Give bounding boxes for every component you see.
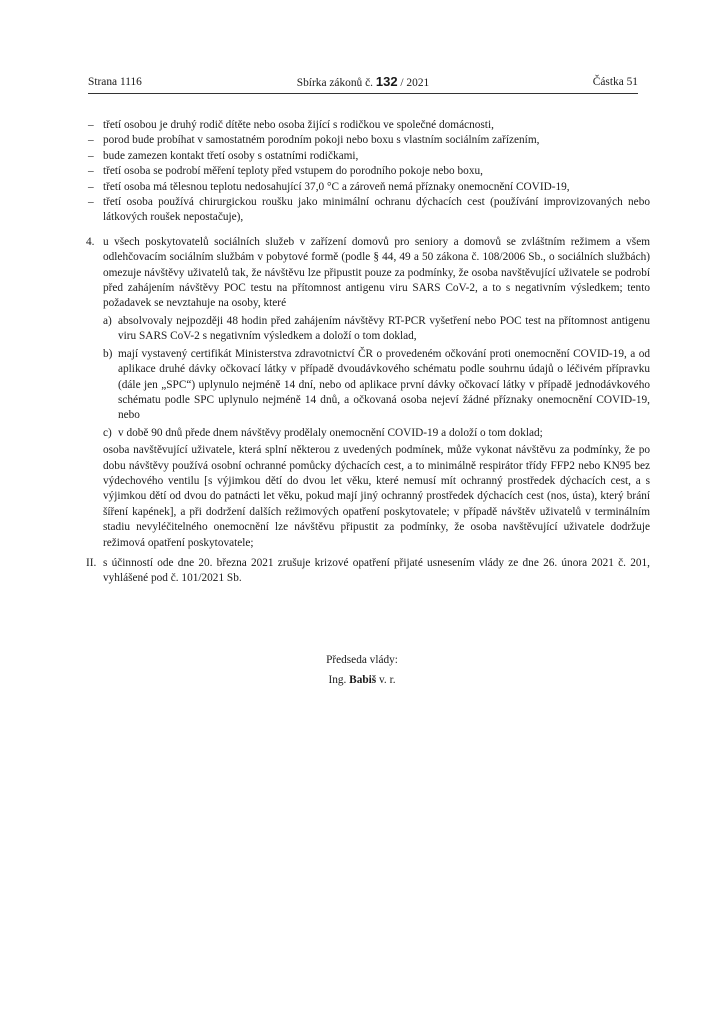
issue-number: 132 <box>375 74 398 89</box>
signature-suffix: v. r. <box>379 674 396 686</box>
numbered-item-4 <box>88 235 650 551</box>
dash-bullet: – <box>88 119 94 131</box>
signature-title: Předseda vlády: <box>326 654 398 666</box>
closing-paragraph: osoba navštěvující uživatele, která splní některou z uvedených podmínek, může vykonat návštěvu za podmínky, že po dobu návštěvy používá osobní ochranné pomůcky dýchacích cest, a to minimálně respirátor třídy FFP2 nebo KN95 bez výdechového ventilu [s výjimkou dětí do dvou let věku, které nemusí mít ochranný prostředek dýchacích cest, a s výjimkou dětí od dvou do patnácti let věku, pokud mají jiný ochranný prostředek dýchacích cest (nos, ústa), který brání šíření kapének], a při dodržení dalších režimových opatření poskytovatele; v případě návštěv uživatelů v terminálním stadiu nevyléčitelného onemocnění lze návštěvu připustit za podmínky, že osoba navštěvující uživatele dodržuje režimová opatření poskytovatele; <box>103 444 650 549</box>
collection-prefix: Sbírka zákonů č. <box>296 77 373 89</box>
section-text: s účinností ode dne 20. března 2021 zrušuje krizové opatření přijaté usnesením vlády ze dne 26. února 2021 č. 201, vyhlášené pod č. 101/2021 Sb. <box>103 556 650 585</box>
list-item <box>88 149 650 164</box>
document-body <box>88 118 650 587</box>
header-divider <box>88 93 638 94</box>
list-item <box>88 180 650 195</box>
page-header <box>88 74 638 90</box>
list-item <box>88 118 650 133</box>
signature-name <box>0 670 724 690</box>
subitem-text: absolvovaly nejpozději 48 hodin před zahájením návštěvy RT-PCR vyšetření nebo POC test na přítomnost antigenu viru SARS CoV-2 s negativním výsledkem a doloží o tom doklad, <box>118 314 650 343</box>
collection-suffix: / 2021 <box>400 77 430 89</box>
subitem-label: c) <box>103 426 112 439</box>
collection-title <box>88 74 638 91</box>
subitem-b <box>103 347 650 424</box>
item-text: u všech poskytovatelů sociálních služeb v zařízení domovů pro seniory a domovů se zvláštním režimem a všem odlehčovacím sociálním službám v pobytové formě (podle § 44, 49 a 50 zákona č. 108/2006 Sb., o sociálních službách) omezuje návštěvy uživatelů tak, že návštěvu lze připustit pouze za podmínky, že osoba navštěvující uživatele se podrobí před zahájením návštěvy POC testu na přítomnost antigenu viru SARS CoV-2, a to s negativním výsledkem; tento požadavek se nevztahuje na osoby, které <box>103 235 650 310</box>
condition-list <box>88 118 650 226</box>
subitem-label: a) <box>103 314 112 327</box>
item-number: 4. <box>86 235 95 248</box>
section-label: II. <box>86 556 97 569</box>
list-item-text: třetí osoba se podrobí měření teploty před vstupem do porodního pokoje nebo boxu, <box>103 165 483 178</box>
list-item <box>88 195 650 226</box>
dash-bullet: – <box>88 165 94 178</box>
signature-surname: Babiš <box>349 674 377 686</box>
subitem-c <box>103 426 650 441</box>
list-item-text: třetí osobou je druhý rodič dítěte nebo osoba žijící s rodičkou ve společné domácnosti, <box>103 119 494 131</box>
section-ii <box>88 556 650 587</box>
list-item-text: třetí osoba používá chirurgickou roušku jako minimální ochranu dýchacích cest (používání improvizovaných nebo látkových roušek nepostačuje), <box>103 196 650 224</box>
signature-prefix: Ing. <box>328 674 347 686</box>
subitem-text: mají vystavený certifikát Ministerstva zdravotnictví ČR o provedeném očkování proti onemocnění COVID-19, a od aplikace druhé dávky očkovací látky v případě dvoudávkového schématu podle souhrnu údajů o léčivém přípravku (dále jen „SPC“) uplynulo nejméně 14 dní, nebo od aplikace první dávky očkovací látky v případě jednodávkového schématu podle SPC uplynulo nejméně 14 dnů, a očkovaná osoba nejeví žádné příznaky onemocnění COVID-19, nebo <box>118 347 650 422</box>
list-item <box>88 164 650 179</box>
list-item <box>88 133 650 148</box>
list-item-text: třetí osoba má tělesnou teplotu nedosahující 37,0 °C a zároveň nemá příznaky onemocnění COVID-19, <box>103 180 570 193</box>
dash-bullet: – <box>88 134 94 147</box>
dash-bullet: – <box>88 180 94 193</box>
part-number: Částka 51 <box>592 76 638 88</box>
subitem-text: v době 90 dnů přede dnem návštěvy prodělaly onemocnění COVID-19 a doloží o tom doklad; <box>118 426 543 439</box>
subitem-label: b) <box>103 347 113 360</box>
list-item-text: bude zamezen kontakt třetí osoby s ostatními rodičkami, <box>103 149 359 162</box>
signature-block <box>0 650 724 690</box>
list-item-text: porod bude probíhat v samostatném porodním pokoji nebo boxu s vlastním sociálním zařízením, <box>103 134 540 147</box>
page-number: Strana 1116 <box>88 76 142 88</box>
subitem-a <box>103 314 650 345</box>
dash-bullet: – <box>88 149 94 162</box>
dash-bullet: – <box>88 196 94 209</box>
